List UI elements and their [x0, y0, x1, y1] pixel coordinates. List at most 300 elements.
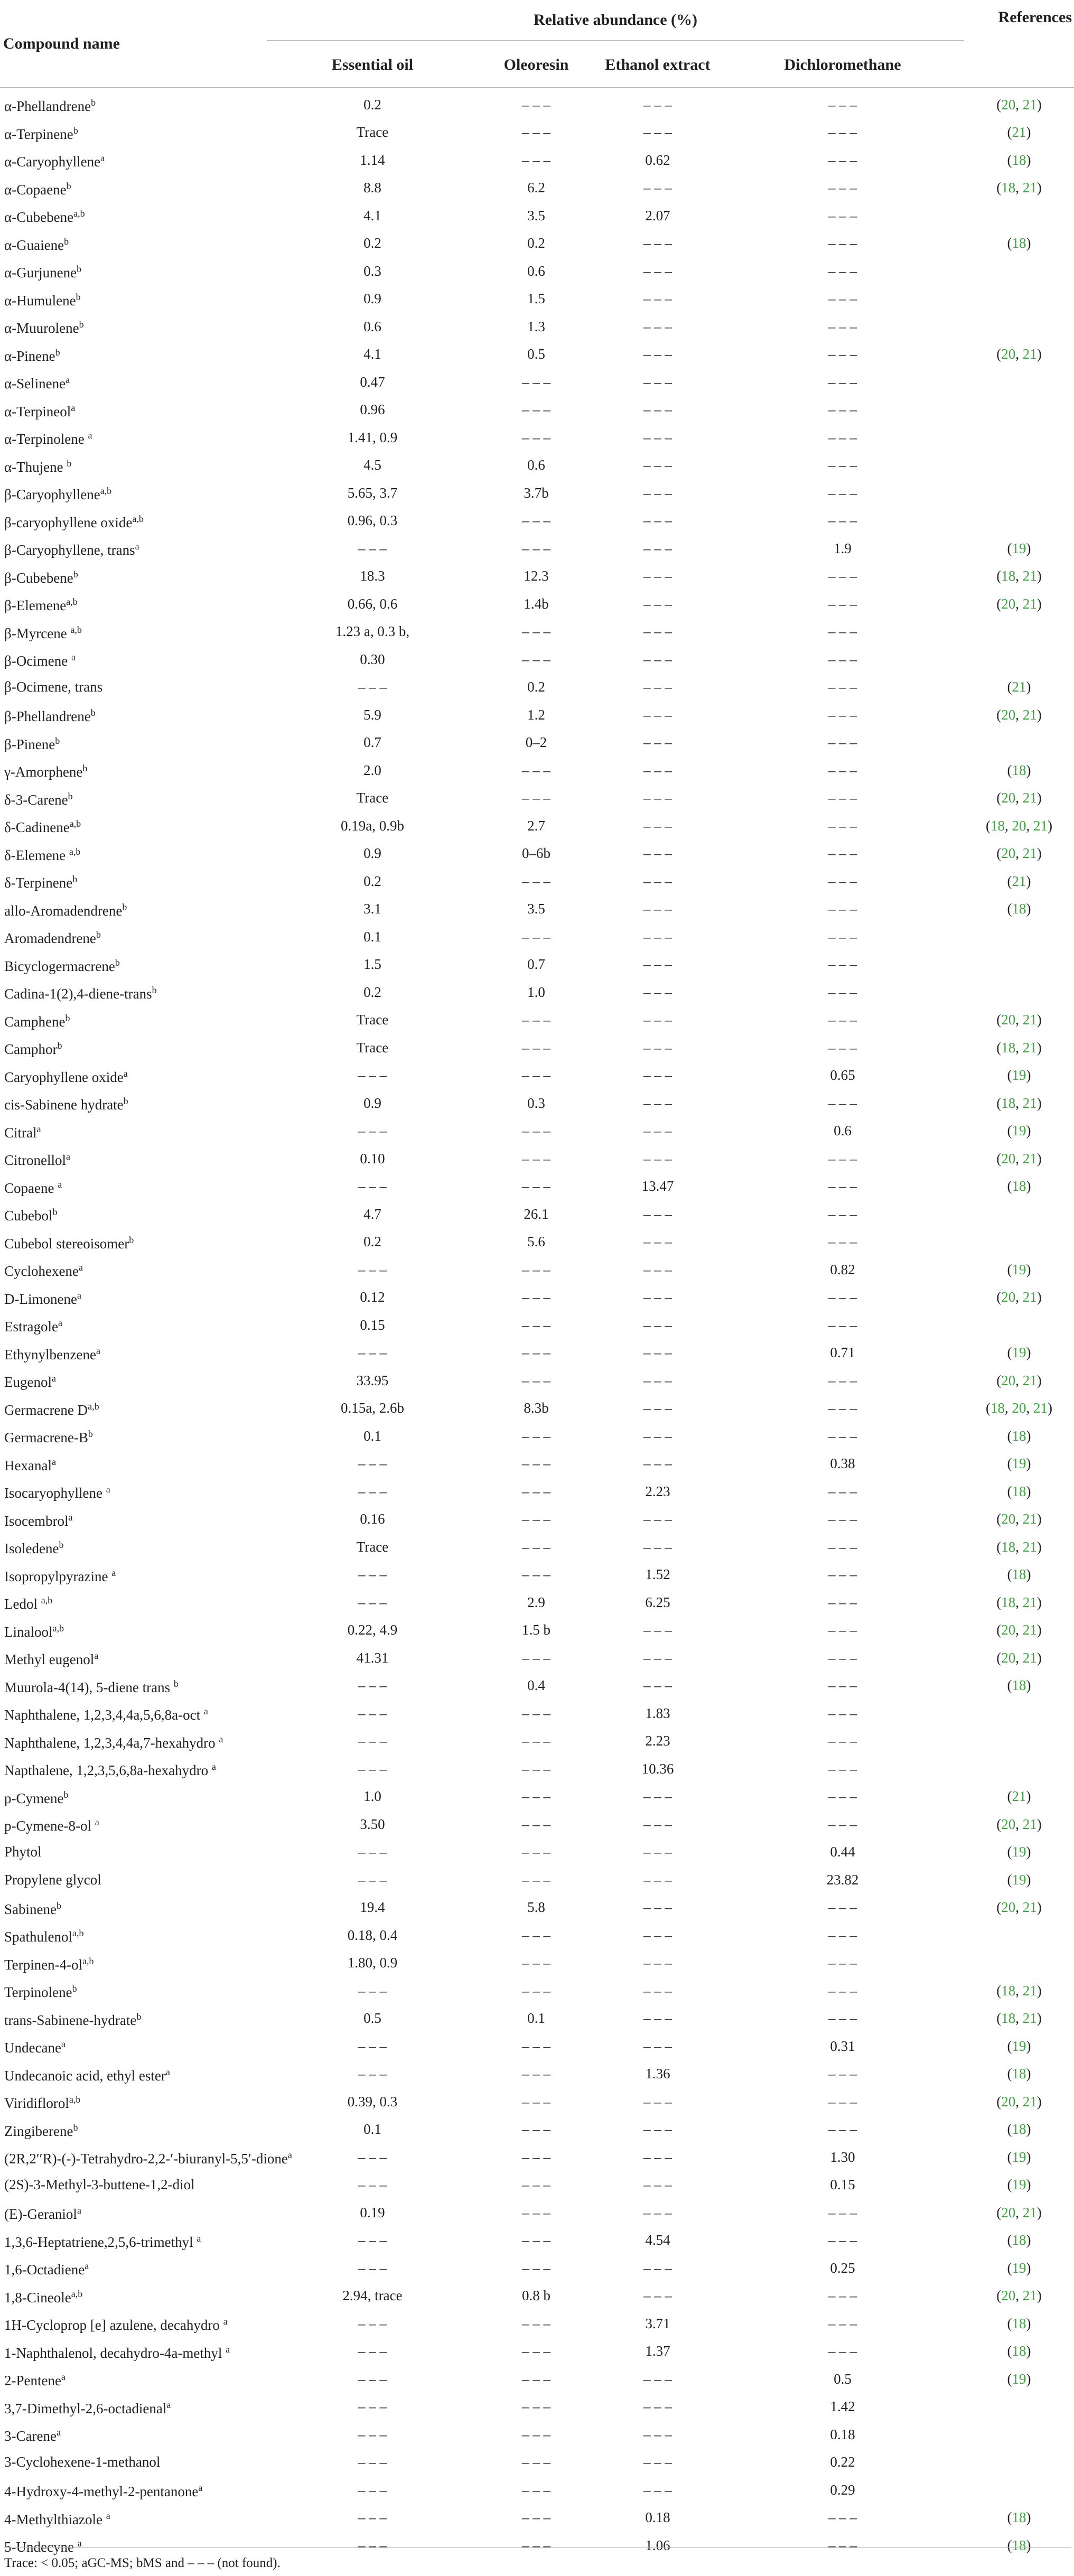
reference-link[interactable]: 20 — [1001, 1150, 1016, 1166]
oleoresin-cell — [478, 1617, 594, 1645]
reference-link[interactable]: 20 — [1001, 1372, 1016, 1388]
reference-link[interactable]: 21 — [1022, 706, 1037, 723]
reference-link[interactable]: 18 — [1012, 901, 1026, 917]
compound-name-cell — [0, 563, 267, 591]
reference-link[interactable]: 20 — [1001, 1622, 1016, 1638]
reference-link[interactable]: 18 — [1012, 1677, 1026, 1694]
cell-text: – – – — [522, 2315, 550, 2331]
table-row — [0, 1589, 1074, 1617]
cell-text: 0.1 — [363, 2121, 381, 2138]
reference-link[interactable]: 18 — [1012, 2121, 1026, 2138]
reference-link[interactable]: 18 — [1012, 2509, 1026, 2526]
dichloromethane-cell — [721, 785, 964, 813]
ethanol-extract-cell — [594, 1838, 721, 1866]
ethanol-extract-cell — [594, 895, 721, 923]
reference-link[interactable]: 21 — [1022, 1095, 1037, 1111]
dichloromethane-cell — [721, 2005, 964, 2033]
cell-text: – – – — [522, 2093, 550, 2110]
table-row — [0, 1256, 1074, 1284]
table-row — [0, 1755, 1074, 1783]
cell-text: 0.2 — [363, 984, 381, 1000]
ethanol-extract-cell — [594, 563, 721, 591]
cell-text: – – – — [522, 1788, 550, 1805]
reference-link[interactable]: 18 — [1012, 1483, 1026, 1499]
references-cell — [964, 368, 1074, 396]
references-cell: (20, 21) — [996, 845, 1042, 862]
cell-text: 0.12 — [360, 1289, 385, 1305]
reference-link[interactable]: 20 — [1001, 346, 1016, 362]
cell-text: – – – — [522, 790, 550, 806]
reference-link[interactable]: 19 — [1012, 2149, 1026, 2165]
ethanol-extract-cell — [594, 951, 721, 979]
compound-name: α-Gurjunene — [4, 265, 77, 281]
reference-link[interactable]: 21 — [1022, 180, 1037, 196]
references-cell: (20, 21) — [996, 96, 1042, 113]
dichloromethane-cell — [721, 2393, 964, 2421]
table-row — [0, 1728, 1074, 1756]
reference-link[interactable]: 20 — [1012, 817, 1026, 834]
reference-link[interactable]: 21 — [1022, 1982, 1037, 1999]
table-row — [0, 1062, 1074, 1090]
reference-link[interactable]: 20 — [1001, 706, 1016, 723]
dichloromethane-cell — [721, 119, 964, 147]
table-row — [0, 674, 1074, 702]
ethanol-extract-cell — [594, 2421, 721, 2449]
reference-link[interactable]: 19 — [1012, 1067, 1026, 1084]
reference-link[interactable]: 19 — [1012, 1345, 1026, 1361]
dichloromethane-cell — [721, 1783, 964, 1811]
reference-link[interactable]: 21 — [1022, 1816, 1037, 1832]
compound-name: Citronellol — [4, 1152, 66, 1169]
reference-link[interactable]: 18 — [1012, 2343, 1026, 2359]
dichloromethane-cell — [721, 2504, 964, 2532]
ethanol-extract-cell — [594, 1256, 721, 1284]
reference-link[interactable]: 21 — [1022, 346, 1037, 362]
reference-link[interactable]: 20 — [1001, 1289, 1016, 1305]
cell-text: 0.9 — [363, 1095, 381, 1111]
header-ethanol-extract: Ethanol extract — [605, 56, 711, 73]
compound-name: α-Muurolene — [4, 320, 79, 337]
compound-name-cell — [0, 840, 267, 868]
cell-text: – – – — [828, 2121, 857, 2138]
reference-link[interactable]: 20 — [1001, 790, 1016, 806]
dichloromethane-cell — [721, 1561, 964, 1589]
essential-oil-cell — [267, 1422, 478, 1450]
cell-text: – – – — [828, 817, 857, 834]
reference-link[interactable]: 18 — [1012, 2232, 1026, 2248]
reference-link[interactable]: 21 — [1022, 1150, 1037, 1166]
cell-text: – – – — [522, 2398, 550, 2415]
ethanol-extract-cell — [594, 1173, 721, 1201]
reference-link[interactable]: 21 — [1022, 1289, 1037, 1305]
dichloromethane-cell — [721, 1700, 964, 1728]
reference-link[interactable]: 20 — [1001, 595, 1016, 612]
reference-link[interactable]: 20 — [1001, 96, 1016, 113]
cell-text: – – – — [643, 318, 672, 334]
cell-text: 0.39, 0.3 — [347, 2093, 398, 2110]
essential-oil-cell — [267, 1284, 478, 1312]
compound-name: (2R,2′′R)-(-)-Tetrahydro-2,2-′-biuranyl-5,5′-dione — [4, 2151, 288, 2167]
cell-text: 0.5 — [527, 346, 545, 362]
references-cell — [964, 257, 1074, 285]
essential-oil-cell — [267, 1921, 478, 1949]
reference-link[interactable]: 20 — [1001, 2288, 1016, 2304]
reference-link[interactable]: 19 — [1012, 1844, 1026, 1860]
compound-method-superscript: a — [61, 2372, 66, 2383]
references-cell: (18) — [1007, 2343, 1031, 2359]
cell-text: – – – — [828, 96, 857, 113]
compound-name-cell — [0, 1506, 267, 1534]
references-cell: (18) — [1007, 762, 1031, 778]
ethanol-extract-cell — [594, 119, 721, 147]
cell-text: – – – — [828, 374, 857, 390]
compound-name-cell — [0, 2116, 267, 2144]
reference-link[interactable]: 20 — [1012, 1400, 1026, 1416]
reference-link[interactable]: 18 — [1001, 1538, 1016, 1555]
reference-link[interactable]: 21 — [1022, 1594, 1037, 1610]
cell-text: 3.5 — [527, 207, 545, 223]
references-cell: (19) — [1007, 1844, 1031, 1860]
compound-name-cell — [0, 895, 267, 923]
cell-text: – – – — [643, 873, 672, 889]
references-cell — [964, 1728, 1074, 1756]
reference-link[interactable]: 19 — [1012, 1261, 1026, 1277]
reference-link[interactable]: 20 — [1001, 1649, 1016, 1666]
reference-link[interactable]: 21 — [1022, 2288, 1037, 2304]
reference-link[interactable]: 21 — [1022, 2093, 1037, 2110]
reference-link[interactable]: 20 — [1001, 2204, 1016, 2220]
cell-text: – – – — [643, 2038, 672, 2054]
reference-link[interactable]: 21 — [1033, 817, 1048, 834]
essential-oil-cell — [267, 341, 478, 369]
oleoresin-cell — [478, 479, 594, 507]
compound-name: Isocembrol — [4, 1513, 69, 1529]
reference-link[interactable]: 18 — [1001, 180, 1016, 196]
compound-method-superscript: b — [73, 2122, 78, 2133]
references-cell: (18, 21) — [996, 1982, 1042, 1999]
compound-name: Camphene — [4, 1013, 66, 1030]
reference-link[interactable]: 19 — [1012, 2038, 1026, 2054]
reference-link[interactable]: 18 — [1012, 235, 1026, 251]
references-cell: (20, 21) — [996, 346, 1042, 362]
compound-method-superscript: a — [61, 2039, 66, 2050]
reference-link[interactable]: 21 — [1022, 845, 1037, 862]
reference-link[interactable]: 18 — [1012, 152, 1026, 168]
reference-link[interactable]: 18 — [1001, 568, 1016, 584]
compound-method-superscript: b — [122, 901, 127, 912]
reference-link[interactable]: 20 — [1001, 1899, 1016, 1916]
reference-link[interactable]: 21 — [1022, 1899, 1037, 1916]
oleoresin-cell — [478, 812, 594, 840]
compound-method-superscript: a,b — [69, 818, 81, 829]
cell-text: 0.25 — [830, 2260, 855, 2276]
reference-link[interactable]: 21 — [1033, 1400, 1048, 1416]
cell-text: 0.3 — [363, 263, 381, 279]
ethanol-extract-cell — [594, 452, 721, 480]
reference-link[interactable]: 18 — [1012, 1566, 1026, 1583]
essential-oil-cell — [267, 2227, 478, 2255]
cell-text: 0.10 — [360, 1150, 385, 1166]
compound-method-superscript: b — [90, 707, 96, 718]
reference-link[interactable]: 18 — [1001, 2010, 1016, 2027]
cell-text: – – – — [358, 1594, 387, 1610]
cell-text: 2.9 — [527, 1594, 545, 1610]
ethanol-extract-cell — [594, 2254, 721, 2282]
cell-text: 4.5 — [363, 457, 381, 473]
references-cell: (20, 21) — [996, 1816, 1042, 1832]
oleoresin-cell — [478, 1728, 594, 1756]
table-row — [0, 285, 1074, 313]
cell-text: – – – — [358, 2370, 387, 2387]
compound-method-superscript: a — [51, 1373, 56, 1384]
essential-oil-cell — [267, 1089, 478, 1117]
cell-text: – – – — [358, 1178, 387, 1194]
compound-name: α-Phellandrene — [4, 98, 91, 115]
cell-text: – – – — [828, 790, 857, 806]
compound-method-superscript: b — [56, 1900, 61, 1911]
cell-text: – – – — [643, 1317, 672, 1333]
reference-link[interactable]: 20 — [1001, 845, 1016, 862]
reference-link[interactable]: 21 — [1012, 1788, 1026, 1805]
cell-text: – – – — [643, 346, 672, 362]
references-cell — [964, 2393, 1074, 2421]
dichloromethane-cell — [721, 1478, 964, 1506]
reference-link[interactable]: 19 — [1012, 1871, 1026, 1888]
compound-name-cell — [0, 785, 267, 813]
dichloromethane-cell — [721, 1838, 964, 1866]
oleoresin-cell — [478, 368, 594, 396]
cell-text: 12.3 — [524, 568, 549, 584]
table-row — [0, 1506, 1074, 1534]
essential-oil-cell — [267, 479, 478, 507]
ethanol-extract-cell — [594, 424, 721, 452]
cell-text: 8.3b — [524, 1400, 549, 1416]
oleoresin-cell — [478, 1367, 594, 1395]
ethanol-extract-cell — [594, 1866, 721, 1894]
compound-method-superscript: a — [71, 402, 76, 413]
oleoresin-cell — [478, 2199, 594, 2227]
dichloromethane-cell — [721, 951, 964, 979]
cell-text: 26.1 — [524, 1206, 549, 1222]
dichloromethane-cell — [721, 1228, 964, 1256]
reference-link[interactable]: 21 — [1022, 96, 1037, 113]
compound-name: Linalool — [4, 1623, 53, 1640]
reference-link[interactable]: 19 — [1012, 1455, 1026, 1472]
dichloromethane-cell — [721, 2254, 964, 2282]
compound-name-cell — [0, 1145, 267, 1173]
reference-link[interactable]: 21 — [1022, 568, 1037, 584]
compound-name: Aromadendrene — [4, 930, 96, 947]
cell-text: – – – — [643, 790, 672, 806]
oleoresin-cell — [478, 341, 594, 369]
ethanol-extract-cell — [594, 2005, 721, 2033]
reference-link[interactable]: 20 — [1001, 2093, 1016, 2110]
reference-link[interactable]: 21 — [1022, 1649, 1037, 1666]
cell-text: 2.23 — [645, 1733, 670, 1749]
cell-text: – – – — [643, 1067, 672, 1084]
reference-link[interactable]: 19 — [1012, 2260, 1026, 2276]
table-row — [0, 2421, 1074, 2449]
reference-link[interactable]: 18 — [1012, 2315, 1026, 2331]
oleoresin-cell — [478, 1284, 594, 1312]
references-cell: (18) — [1007, 2066, 1031, 2082]
reference-link[interactable]: 21 — [1022, 1622, 1037, 1638]
cell-text: – – – — [643, 1927, 672, 1943]
compound-method-superscript: b — [88, 1429, 93, 1440]
compound-method-superscript: a — [123, 1068, 128, 1079]
compound-method-superscript: a — [287, 2150, 292, 2161]
reference-link[interactable]: 21 — [1022, 2204, 1037, 2220]
reference-link[interactable]: 21 — [1022, 790, 1037, 806]
dichloromethane-cell — [721, 563, 964, 591]
essential-oil-cell — [267, 2199, 478, 2227]
reference-link[interactable]: 18 — [1012, 1427, 1026, 1444]
reference-link[interactable]: 21 — [1022, 1511, 1037, 1527]
reference-link[interactable]: 21 — [1022, 595, 1037, 612]
compound-name: β-caryophyllene oxide — [4, 514, 133, 530]
compound-name-cell — [0, 2476, 267, 2504]
reference-link[interactable]: 19 — [1012, 2370, 1026, 2387]
compound-name-cell — [0, 1367, 267, 1395]
compound-method-superscript: b — [55, 735, 60, 746]
cell-text: – – – — [643, 1261, 672, 1277]
compound-name: (E)-Geraniol — [4, 2206, 77, 2223]
compound-name-cell — [0, 674, 267, 702]
table-row — [0, 2449, 1074, 2477]
cell-text: 5.8 — [527, 1899, 545, 1916]
compound-method-superscript: a — [197, 2233, 201, 2244]
reference-link[interactable]: 21 — [1022, 1039, 1037, 1056]
cell-text: 6.25 — [645, 1594, 670, 1610]
compound-method-superscript: a,b — [71, 2288, 83, 2299]
essential-oil-cell — [267, 1700, 478, 1728]
oleoresin-cell — [478, 2088, 594, 2116]
essential-oil-cell — [267, 452, 478, 480]
reference-link[interactable]: 21 — [1022, 1012, 1037, 1028]
reference-link[interactable]: 20 — [1001, 1816, 1016, 1832]
reference-link[interactable]: 21 — [1012, 679, 1026, 695]
compound-name: β-Cubebene — [4, 570, 73, 586]
cell-text: 5.65, 3.7 — [347, 484, 398, 501]
cell-text: 1.0 — [527, 984, 545, 1000]
cell-text: – – – — [643, 1427, 672, 1444]
reference-link[interactable]: 21 — [1012, 124, 1026, 141]
reference-link[interactable]: 21 — [1022, 1372, 1037, 1388]
dichloromethane-cell — [721, 285, 964, 313]
cell-text: 0.22 — [830, 2454, 855, 2470]
reference-link[interactable]: 18 — [1012, 762, 1026, 778]
cell-text: – – – — [828, 984, 857, 1000]
reference-link[interactable]: 18 — [991, 1400, 1005, 1416]
cell-text: 13.47 — [641, 1178, 674, 1194]
dichloromethane-cell — [721, 840, 964, 868]
compound-method-superscript: a — [68, 1511, 73, 1523]
cell-text: 0.2 — [363, 96, 381, 113]
dichloromethane-cell — [721, 2088, 964, 2116]
dichloromethane-cell — [721, 479, 964, 507]
ethanol-extract-cell — [594, 785, 721, 813]
oleoresin-cell — [478, 1700, 594, 1728]
compound-name-cell — [0, 1810, 267, 1838]
reference-link[interactable]: 18 — [991, 817, 1005, 834]
compound-name-cell — [0, 951, 267, 979]
essential-oil-cell — [267, 1672, 478, 1700]
ethanol-extract-cell — [594, 2032, 721, 2060]
dichloromethane-cell — [721, 590, 964, 618]
table-row — [0, 2088, 1074, 2116]
ethanol-extract-cell — [594, 1089, 721, 1117]
references-cell: (19) — [1007, 1871, 1031, 1888]
essential-oil-cell — [267, 729, 478, 757]
reference-link[interactable]: 19 — [1012, 540, 1026, 556]
oleoresin-cell — [478, 2476, 594, 2504]
reference-link[interactable]: 19 — [1012, 2177, 1026, 2193]
oleoresin-cell — [478, 452, 594, 480]
compound-name: Viridiflorol — [4, 2095, 69, 2112]
cell-text: 0.15a, 2.6b — [341, 1400, 404, 1416]
compound-name-cell — [0, 1894, 267, 1922]
compound-method-superscript: b — [65, 1012, 70, 1023]
cell-text: 8.8 — [363, 180, 381, 196]
dichloromethane-cell — [721, 978, 964, 1006]
reference-link[interactable]: 18 — [1001, 1594, 1016, 1610]
essential-oil-cell — [267, 2116, 478, 2144]
ethanol-extract-cell — [594, 923, 721, 951]
oleoresin-cell — [478, 396, 594, 424]
dichloromethane-cell — [721, 2060, 964, 2088]
essential-oil-cell — [267, 951, 478, 979]
ethanol-extract-cell — [594, 812, 721, 840]
cell-text: – – – — [828, 845, 857, 862]
reference-link[interactable]: 18 — [1012, 2066, 1026, 2082]
reference-link[interactable]: 21 — [1022, 1538, 1037, 1555]
table-row — [0, 2476, 1074, 2504]
compound-name-cell — [0, 230, 267, 258]
cell-text: 2.0 — [363, 762, 381, 778]
reference-link[interactable]: 18 — [1001, 1095, 1016, 1111]
oleoresin-cell — [478, 1062, 594, 1090]
compound-name-cell — [0, 978, 267, 1006]
compound-method-superscript: a — [36, 1123, 41, 1134]
compound-method-superscript: a — [219, 1733, 223, 1744]
ethanol-extract-cell — [594, 2088, 721, 2116]
cell-text: Trace — [356, 1538, 389, 1555]
compound-name: Isocaryophyllene — [4, 1485, 106, 1501]
reference-link[interactable]: 19 — [1012, 1123, 1026, 1139]
reference-link[interactable]: 18 — [1001, 1982, 1016, 1999]
ethanol-extract-cell — [594, 1006, 721, 1034]
cell-text: – – – — [828, 512, 857, 529]
cell-text: – – – — [828, 291, 857, 307]
reference-link[interactable]: 18 — [1012, 1178, 1026, 1194]
reference-link[interactable]: 18 — [1012, 2537, 1026, 2553]
reference-link[interactable]: 18 — [1001, 1039, 1016, 1056]
cell-text: 5.9 — [363, 706, 381, 723]
cell-text: 0.6 — [527, 457, 545, 473]
cell-text: – – – — [643, 984, 672, 1000]
compound-name: 1,8-Cineole — [4, 2289, 71, 2306]
compound-method-superscript: b — [57, 1040, 62, 1051]
cell-text: – – – — [643, 2093, 672, 2110]
reference-link[interactable]: 20 — [1001, 1012, 1016, 1028]
reference-link[interactable]: 20 — [1001, 1511, 1016, 1527]
cell-text: – – – — [522, 1927, 550, 1943]
reference-link[interactable]: 21 — [1012, 873, 1026, 889]
reference-link[interactable]: 21 — [1022, 2010, 1037, 2027]
compound-method-superscript: b — [73, 568, 78, 580]
compound-name-cell — [0, 1672, 267, 1700]
dichloromethane-cell — [721, 396, 964, 424]
